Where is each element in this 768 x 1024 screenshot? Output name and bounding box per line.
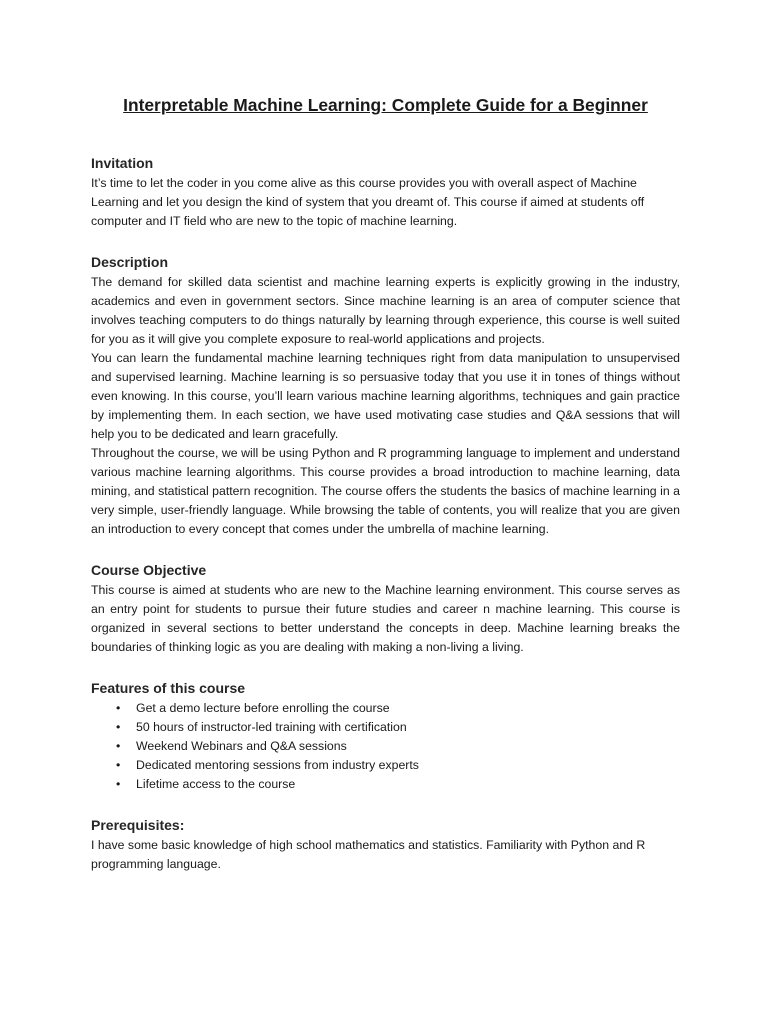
prerequisites-text: I have some basic knowledge of high school mathematics and statistics. Familiarity with Python and R programming language. <box>91 838 646 871</box>
feature-item <box>116 775 680 794</box>
invitation-section <box>91 154 680 231</box>
feature-item-label: Get a demo lecture before enrolling the course <box>136 701 390 715</box>
features-heading: Features of this course <box>91 680 246 696</box>
description-heading: Description <box>91 254 169 270</box>
features-section <box>91 679 680 794</box>
description-paragraph: The demand for skilled data scientist and machine learning experts is explicitly growing in the industry, academics and even in government sectors. Since machine learning is an area of computer science that involves teaching computers to do things naturally by learning through experience, this course is well suited for you as it will give you complete exposure to real-world applications and projects. <box>91 275 680 346</box>
feature-item <box>116 756 680 775</box>
description-section <box>91 253 680 539</box>
bullet-icon: • <box>116 758 121 772</box>
feature-item-label: 50 hours of instructor-led training with certification <box>136 720 407 734</box>
features-list <box>91 699 680 794</box>
feature-item <box>116 737 680 756</box>
objective-text: This course is aimed at students who are new to the Machine learning environment. This course serves as an entry point for students to pursue their future studies and career n machine learning. This course is organized in several sections to better understand the concepts in deep. Machine learning breaks the boundaries of thinking logic as you are dealing with making a non-living a living. <box>91 583 680 654</box>
bullet-icon: • <box>116 720 121 734</box>
description-paragraph: You can learn the fundamental machine learning techniques right from data manipulation to unsupervised and supervised learning. Machine learning is so persuasive today that you use it in tones of things without even knowing. In this course, you’ll learn various machine learning algorithms, techniques and gain practice by implementing them. In each section, we have used motivating case studies and Q&A sessions that will help you to be dedicated and learn gracefully. <box>91 351 680 441</box>
document-title: Interpretable Machine Learning: Complete Guide for a Beginner <box>123 95 648 115</box>
bullet-icon: • <box>116 777 121 791</box>
bullet-icon: • <box>116 701 121 715</box>
invitation-text: It’s time to let the coder in you come alive as this course provides you with overall aspect of Machine Learning and let you design the kind of system that you dreamt of. This course if aimed at students off computer and IT field who are new to the topic of machine learning. <box>91 176 645 228</box>
bullet-icon: • <box>116 739 121 753</box>
feature-item-label: Weekend Webinars and Q&A sessions <box>136 739 347 753</box>
description-paragraph: Throughout the course, we will be using Python and R programming language to implement and understand various machine learning algorithms. This course provides a broad introduction to machine learning, data mining, and statistical pattern recognition. The course offers the students the basics of machine learning in a very simple, user-friendly language. While browsing the table of contents, you will realize that you are given an introduction to every concept that comes under the umbrella of machine learning. <box>91 446 680 536</box>
invitation-heading: Invitation <box>91 155 154 171</box>
objective-heading: Course Objective <box>91 562 207 578</box>
feature-item-label: Dedicated mentoring sessions from industry experts <box>136 758 419 772</box>
objective-section <box>91 561 680 657</box>
feature-item <box>116 718 680 737</box>
feature-item <box>116 699 680 718</box>
feature-item-label: Lifetime access to the course <box>136 777 296 791</box>
prerequisites-section <box>91 816 680 874</box>
prerequisites-heading: Prerequisites: <box>91 817 185 833</box>
